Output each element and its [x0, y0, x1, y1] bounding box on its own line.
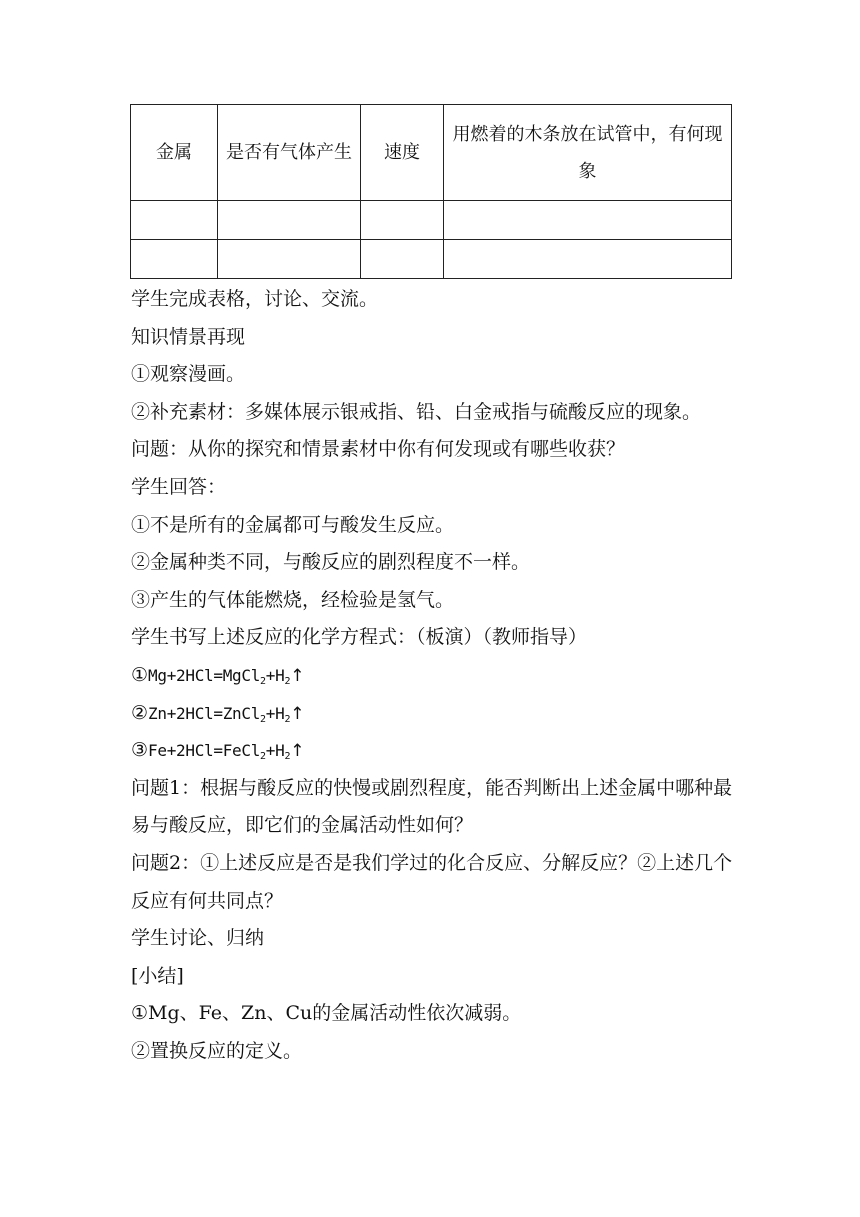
table-header-row [131, 105, 732, 201]
up-arrow-icon: ↑ [290, 703, 305, 724]
table-cell [444, 201, 732, 240]
paragraph-discuss: 学生讨论、归纳 [131, 927, 265, 950]
observation-table [130, 104, 732, 279]
summary-item-2: ②置换反应的定义。 [131, 1039, 303, 1062]
header-burning-splint: 用燃着的木条放在试管中，有何现象 [444, 105, 732, 201]
summary-heading: [小结] [131, 964, 184, 987]
table-row [131, 240, 732, 279]
answer-item-1: ①不是所有的金属都可与酸发生反应。 [131, 513, 455, 536]
body-text [131, 281, 741, 1070]
equation-zn: $②Zn+2HCl=ZnCl_2+H_2↑$ [131, 701, 305, 725]
header-metal: 金属 [131, 105, 218, 201]
table-row [131, 201, 732, 240]
question-2: 问题2：①上述反应是否是我们学过的化合反应、分解反应？②上述几个反应有何共同点？ [131, 851, 733, 912]
answer-item-2: ②金属种类不同，与酸反应的剧烈程度不一样。 [131, 551, 531, 574]
answer-item-3: ③产生的气体能燃烧，经检验是氢气。 [131, 588, 455, 611]
paragraph-scenario-heading: 知识情景再现 [131, 325, 246, 348]
paragraph-complete-table: 学生完成表格，讨论、交流。 [131, 288, 379, 310]
paragraph-write-equations: 学生书写上述反应的化学方程式：（板演）（教师指导） [131, 626, 588, 649]
table-cell [361, 201, 444, 240]
table-cell [444, 240, 732, 279]
summary-item-1: ①Mg、Fe、Zn、Cu的金属活动性依次减弱。 [131, 1002, 522, 1025]
table-cell [218, 240, 361, 279]
up-arrow-icon: ↑ [290, 665, 305, 686]
header-speed: 速度 [361, 105, 444, 201]
up-arrow-icon: ↑ [290, 741, 305, 762]
table-cell [361, 240, 444, 279]
table-cell [131, 240, 218, 279]
paragraph-student-answer: 学生回答： [131, 475, 227, 498]
paragraph-question: 问题：从你的探究和情景素材中你有何发现或有哪些收获？ [131, 438, 626, 461]
header-gas-produced: 是否有气体产生 [218, 105, 361, 201]
table-cell [131, 201, 218, 240]
equation-fe: $③Fe+2HCl=FeCl_2+H_2↑$ [131, 739, 305, 763]
paragraph-supplement-material: ②补充素材：多媒体展示银戒指、铅、白金戒指与硫酸反应的现象。 [131, 400, 702, 423]
table-cell [218, 201, 361, 240]
paragraph-observe-comic: ①观察漫画。 [131, 363, 246, 386]
equation-mg: $①Mg+2HCl=MgCl_2+H_2↑$ [131, 663, 305, 687]
question-1: 问题1：根据与酸反应的快慢或剧烈程度，能否判断出上述金属中哪种最易与酸反应，即它们的金属活动性如何？ [131, 776, 733, 837]
